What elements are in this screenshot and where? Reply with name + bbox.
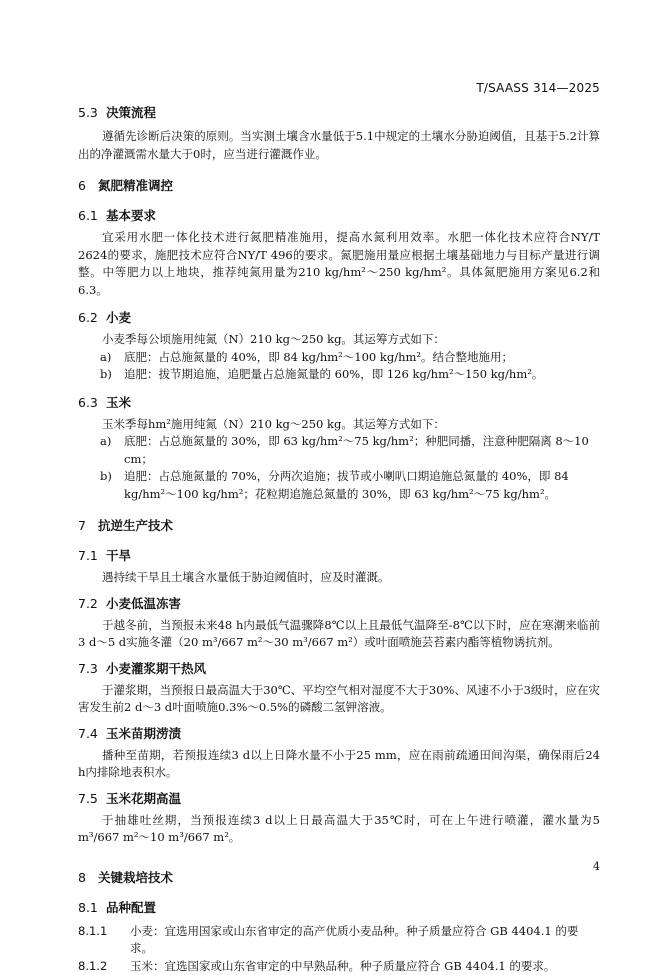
paragraph-7-1: 遇持续干旱且土壤含水量低于胁迫阈值时，应及时灌溉。 [78, 569, 600, 587]
heading-number: 7 [78, 517, 98, 535]
heading-title: 玉米 [106, 395, 131, 410]
heading-title: 关键栽培技术 [98, 870, 173, 885]
list-item-6-2-b [78, 366, 600, 384]
heading-number: 6.1 [78, 207, 106, 225]
list-item-6-3-b [78, 468, 600, 503]
heading-number: 7.4 [78, 725, 106, 743]
heading-6 [78, 177, 600, 195]
heading-7-1 [78, 547, 600, 565]
list-item-6-3-a [78, 433, 600, 468]
heading-title: 决策流程 [106, 105, 156, 120]
heading-7 [78, 517, 600, 535]
paragraph-6-3-intro: 玉米季每hm²施用纯氮（N）210 kg～250 kg。其运筹方式如下： [78, 416, 600, 434]
clause-text: 小麦：宜选用国家或山东省审定的高产优质小麦品种。种子质量应符合 GB 4404.1 的要求。 [130, 924, 578, 956]
heading-title: 品种配置 [106, 900, 156, 915]
document-body [78, 104, 600, 975]
paragraph-7-2: 于越冬前，当预报未来48 h内最低气温骤降8℃以上且最低气温降至-8℃以下时，应在寒潮来临前3 d～5 d实施冬灌（20 m³/667 m²～30 m³/667 m²）或叶面喷施芸苔素内酯等植物诱抗剂。 [78, 617, 600, 652]
page-number: 4 [593, 860, 600, 873]
heading-7-3 [78, 660, 600, 678]
heading-number: 8.1 [78, 899, 106, 917]
paragraph-7-3: 于灌浆期，当预报日最高温大于30℃、平均空气相对湿度不大于30%、风速不小于3级时，应在灾害发生前2 d～3 d叶面喷施0.3%～0.5%的磷酸二氢钾溶液。 [78, 682, 600, 717]
paragraph-6-1: 宜采用水肥一体化技术进行氮肥精准施用，提高水氮利用效率。水肥一体化技术应符合NY/T 2624的要求，施肥技术应符合NY/T 496的要求。氮肥施用量应根据土壤基础地力与目标产量进行调整。中等肥力以上地块，推荐纯氮用量为210 kg/hm²～250 kg/hm²。具体氮肥施用方案见6.2和6.3。 [78, 229, 600, 299]
heading-7-2 [78, 595, 600, 613]
heading-title: 干旱 [106, 548, 131, 563]
paragraph-7-4: 播种至苗期，若预报连续3 d以上日降水量不小于25 mm，应在雨前疏通田间沟渠，确保雨后24 h内排除地表积水。 [78, 747, 600, 782]
heading-7-5 [78, 790, 600, 808]
heading-number: 7.3 [78, 660, 106, 678]
list-text: 追肥：占总施氮量的 70%，分两次追施；拔节或小喇叭口期追施总氮量的 40%，即 84 kg/hm²～100 kg/hm²；花粒期追施总氮量的 30%，即 63 kg/hm²～75 kg/hm²。 [124, 469, 569, 501]
heading-title: 基本要求 [106, 208, 156, 223]
list-text: 追肥：拔节期追施，追肥量占总施氮量的 60%，即 126 kg/hm²～150 kg/hm²。 [124, 367, 543, 381]
clause-8-1-2 [78, 958, 600, 975]
list-text: 底肥：占总施氮量的 40%，即 84 kg/hm²～100 kg/hm²。结合整地施用； [124, 350, 513, 364]
heading-number: 5.3 [78, 104, 106, 122]
heading-title: 抗逆生产技术 [98, 518, 173, 533]
heading-number: 7.5 [78, 790, 106, 808]
heading-number: 8 [78, 869, 98, 887]
clause-number: 8.1.1 [78, 923, 107, 941]
list-item-6-2-a [78, 349, 600, 367]
paragraph-6-2-intro: 小麦季每公顷施用纯氮（N）210 kg～250 kg。其运筹方式如下： [78, 331, 600, 349]
list-marker: a) [100, 433, 111, 451]
heading-number: 6.3 [78, 394, 106, 412]
heading-title: 玉米花期高温 [106, 791, 181, 806]
heading-6-2 [78, 309, 600, 327]
list-marker: b) [100, 366, 112, 384]
paragraph-5-3: 遵循先诊断后决策的原则。当实测土壤含水量低于5.1中规定的土壤水分胁迫阈值，且基于5.2计算出的净灌溉需水量大于0时，应当进行灌溉作业。 [78, 128, 600, 163]
heading-title: 小麦灌浆期干热风 [106, 661, 206, 676]
paragraph-7-5: 于抽雄吐丝期，当预报连续3 d以上日最高温大于35℃时，可在上午进行喷灌，灌水量为5 m³/667 m²～10 m³/667 m²。 [78, 812, 600, 847]
heading-8 [78, 869, 600, 887]
list-marker: a) [100, 349, 111, 367]
heading-number: 7.1 [78, 547, 106, 565]
heading-title: 小麦低温冻害 [106, 596, 181, 611]
clause-text: 玉米：宜选国家或山东省审定的中早熟品种。种子质量应符合 GB 4404.1 的要求。 [130, 959, 555, 973]
heading-6-1 [78, 207, 600, 225]
clause-number: 8.1.2 [78, 958, 107, 975]
heading-number: 7.2 [78, 595, 106, 613]
heading-5-3 [78, 104, 600, 122]
heading-7-4 [78, 725, 600, 743]
heading-title: 小麦 [106, 310, 131, 325]
list-marker: b) [100, 468, 112, 486]
list-text: 底肥：占总施氮量的 30%，即 63 kg/hm²～75 kg/hm²；种肥同播，注意种肥隔离 8～10 cm； [124, 434, 589, 466]
heading-number: 6 [78, 177, 98, 195]
heading-8-1 [78, 899, 600, 917]
heading-title: 氮肥精准调控 [98, 178, 173, 193]
document-id: T/SAASS 314—2025 [476, 81, 600, 95]
clause-8-1-1 [78, 923, 600, 958]
heading-number: 6.2 [78, 309, 106, 327]
heading-6-3 [78, 394, 600, 412]
heading-title: 玉米苗期涝渍 [106, 726, 181, 741]
